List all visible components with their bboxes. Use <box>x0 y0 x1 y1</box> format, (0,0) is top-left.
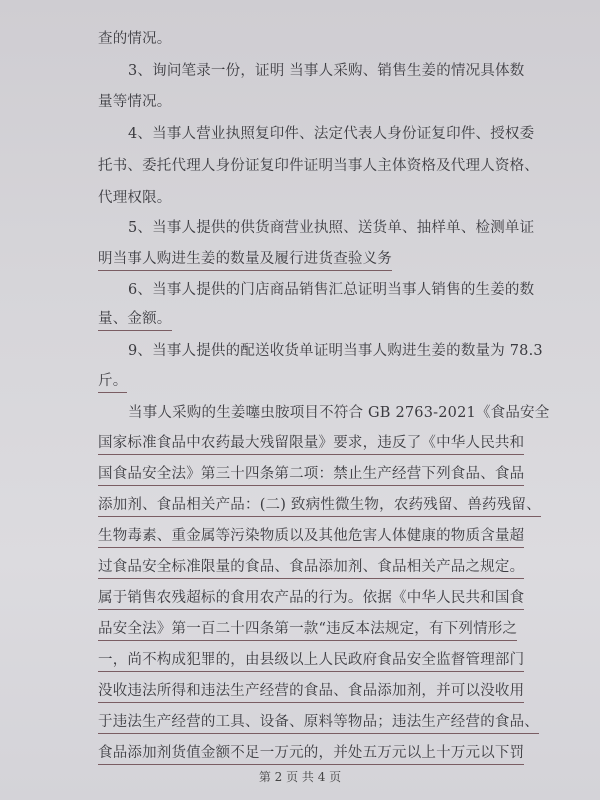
text-line: 托书、委托代理人身份证复印件证明当事人主体资格及代理人资格、 <box>98 158 539 174</box>
text-line: 于违法生产经营的工具、设备、原料等物品；违法生产经营的食品、 <box>98 712 539 734</box>
text-line: 斤。 <box>98 371 127 393</box>
text-line: 5、当事人提供的供货商营业执照、送货单、抽样单、检测单证 <box>128 220 535 236</box>
text-line: 4、当事人营业执照复印件、法定代表人身份证复印件、授权委 <box>128 126 535 142</box>
text-line: 属于销售农残超标的食用农产品的行为。依据《中华人民共和国食 <box>98 588 524 610</box>
text-line: 当事人采购的生姜噻虫胺项目不符合 GB 2763-2021《食品安全 <box>128 405 550 421</box>
text-line: 6、当事人提供的门店商品销售汇总证明当事人销售的生姜的数 <box>128 282 535 298</box>
text-line: 品安全法》第一百二十四条第一款“违反本法规定，有下列情形之 <box>98 619 517 641</box>
text-line: 9、当事人提供的配送收货单证明当事人购进生姜的数量为 78.3 <box>128 343 543 359</box>
text-line: 明当事人购进生姜的数量及履行进货查验义务 <box>98 249 392 271</box>
text-line: 生物毒素、重金属等污染物质以及其他危害人体健康的物质含量超 <box>98 526 524 548</box>
text-line: 食品添加剂货值金额不足一万元的，并处五万元以上十万元以下罚 <box>98 743 524 765</box>
text-line: 3、询问笔录一份，证明 当事人采购、销售生姜的情况具体数 <box>128 63 525 79</box>
text-line: 量等情况。 <box>98 94 172 110</box>
text-line: 添加剂、食品相关产品：(二) 致病性微生物，农药残留、兽药残留、 <box>98 495 541 517</box>
text-line: 查的情况。 <box>98 31 172 47</box>
text-line: 过食品安全标准限量的食品、食品添加剂、食品相关产品之规定。 <box>98 557 524 579</box>
text-line: 一，尚不构成犯罪的，由县级以上人民政府食品安全监督管理部门 <box>98 650 524 672</box>
text-line: 没收违法所得和违法生产经营的食品、食品添加剂，并可以没收用 <box>98 681 524 703</box>
text-line: 量、金额。 <box>98 309 172 331</box>
page-number-footer: 第 2 页 共 4 页 <box>258 770 342 784</box>
text-line: 代理权限。 <box>98 190 172 206</box>
text-line: 国家标准食品中农药最大残留限量》要求，违反了《中华人民共和 <box>98 433 524 455</box>
text-line: 国食品安全法》第三十四条第二项：禁止生产经营下列食品、食品 <box>98 464 524 486</box>
